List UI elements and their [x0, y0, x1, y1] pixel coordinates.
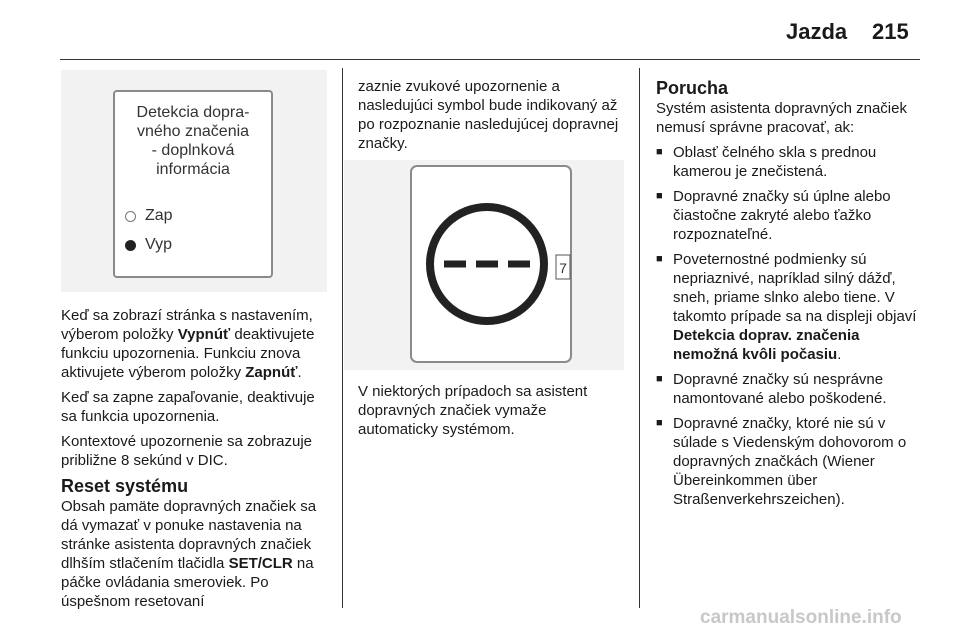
column-3 [656, 78, 924, 515]
end-of-restrictions-sign-icon [344, 160, 624, 370]
paragraph: zaznie zvukové upozornenie a nasledujúci symbol bude indikovaný až po rozpoznanie nasledujúcej dopravnej značky. [358, 78, 619, 152]
text-run: . [297, 364, 302, 381]
option-off-label: Vyp [145, 236, 172, 253]
watermark: carmanualsonline.info [700, 607, 902, 628]
paragraph: V niektorých prípadoch sa asistent dopravných značiek vymaže automaticky systémom. [358, 383, 588, 438]
display-screen-title [115, 103, 271, 179]
text-run: Poveternostné podmienky sú nepriaznivé, napríklad silný dážď, sneh, priame slnko alebo tiene. V takomto prípade sa na displeji objaví [673, 251, 917, 325]
column-1 [61, 306, 333, 617]
list-item: ■ Dopravné značky sú úplne alebo čiastočne zakryté alebo ťažko rozpoznateľné. [656, 187, 924, 244]
option-on-label: Zap [145, 207, 173, 224]
radio-selected-icon [125, 240, 136, 251]
list-item: ■ Dopravné značky sú nesprávne namontované alebo poškodené. [656, 370, 924, 408]
section-heading-fault: Porucha [656, 78, 729, 98]
fault-conditions-list [656, 143, 924, 509]
header-rule [60, 59, 920, 60]
display-title-line: - doplnková [151, 142, 235, 159]
text-run: na páčke ovládania smeroviek. Po úspešnom resetovaní [61, 555, 314, 610]
paragraph: Kontextové upozornenie sa zobrazuje približne 8 sekúnd v DIC. [61, 433, 313, 469]
display-message-ref: Detekcia doprav. značenia nemožná kvôli počasiu [673, 327, 860, 363]
paragraph [61, 497, 333, 611]
display-title-line: vného značenia [136, 123, 250, 140]
section-heading-reset: Reset systému [61, 476, 189, 496]
display-screen [113, 90, 273, 278]
menu-item-off-ref: Vypnúť [177, 326, 231, 343]
text-run: deaktivujete funkciu upozornenia. Funkciu znova aktivujete výberom položky [61, 326, 315, 381]
paragraph: Keď sa zapne zapaľovanie, deaktivuje sa funkcia upozornenia. [61, 389, 315, 425]
menu-item-on-ref: Zapnúť [245, 364, 298, 381]
list-item: ■ Oblasť čelného skla s prednou kamerou je znečistená. [656, 143, 924, 181]
running-header-title: Jazda [786, 19, 848, 44]
text-run: Obsah pamäte dopravných značiek sa dá vymazať v ponuke nastavenia na stránke asistenta dopravných značiek dlhším stlačením tlačidla [61, 498, 317, 572]
column-2-top [358, 77, 628, 159]
display-title-line: Detekcia dopra- [136, 104, 250, 121]
paragraph: Systém asistenta dopravných značiek nemusí správne pracovať, ak: [656, 100, 907, 136]
column-divider-1 [342, 68, 343, 608]
traffic-sign-figure [344, 160, 624, 370]
option-off [125, 236, 172, 254]
option-on [125, 207, 173, 225]
figure-number: 7 [559, 260, 567, 276]
column-2-bottom [358, 382, 628, 445]
text-run: . [837, 346, 842, 363]
page-number: 215 [872, 19, 909, 44]
radio-unselected-icon [125, 211, 136, 222]
paragraph [61, 306, 333, 382]
text-run: Keď sa zobrazí stránka s nastavením, výberom položky [61, 307, 313, 343]
list-item: ■ Dopravné značky, ktoré nie sú v súlade s Viedenským dohovorom o dopravných značkách (Wiener Übereinkommen über Straßenverkehrszeichen). [656, 414, 924, 509]
settings-display-figure [61, 70, 327, 292]
list-item [656, 250, 924, 364]
display-title-line: informácia [156, 161, 230, 178]
column-divider-2 [639, 68, 640, 608]
button-name-ref: SET/CLR [228, 555, 293, 572]
